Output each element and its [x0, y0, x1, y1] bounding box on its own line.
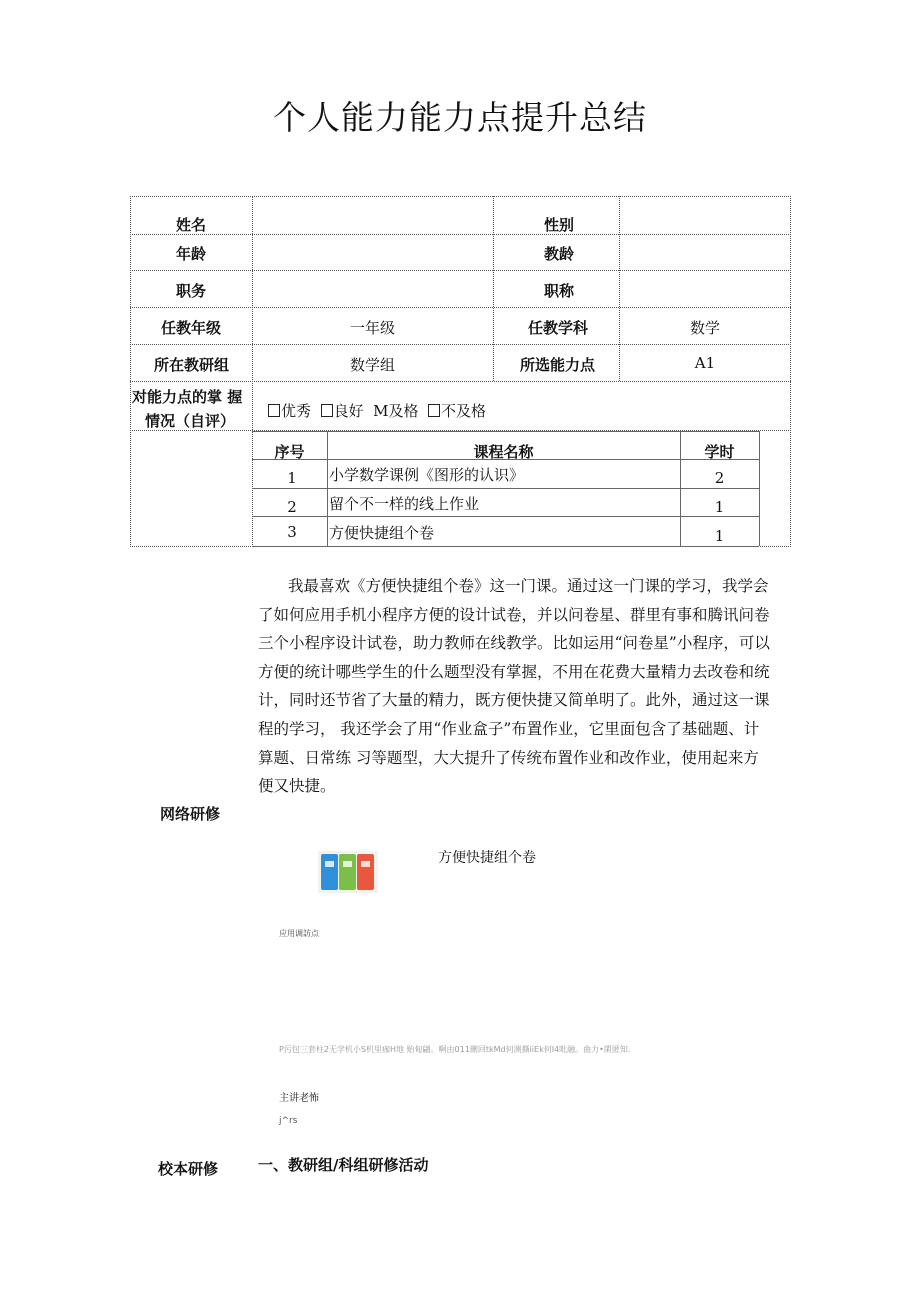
col-header-no: 序号 [274, 443, 305, 461]
network-course-title: 方便快捷组个卷 [438, 850, 536, 866]
gender-field [620, 200, 790, 233]
option-excellent[interactable]: 优秀 [268, 402, 311, 420]
mastery-label-line1: 对能力点的掌 握 [132, 388, 243, 406]
col-header-name: 课程名称 [473, 443, 534, 461]
checkbox-icon [268, 404, 280, 417]
ability-value: A1 [694, 354, 716, 372]
group-label: 所在教研组 [154, 356, 230, 374]
course-no: 3 [287, 523, 297, 541]
course-name: 小学数学课例《图形的认识》 [329, 466, 525, 484]
grade-label: 任教年级 [161, 319, 222, 337]
age-label: 年龄 [176, 245, 207, 263]
name-field [253, 200, 492, 233]
ability-label: 所选能力点 [520, 356, 596, 374]
checkbox-icon [321, 404, 333, 417]
mastery-label-line2: 情况（自评） [145, 412, 236, 430]
grade-value: 一年级 [349, 319, 395, 337]
name-label: 姓名 [176, 216, 207, 234]
subject-label: 任教学科 [528, 319, 589, 337]
course-name: 留个不一样的线上作业 [329, 495, 480, 513]
lecturer-name: j^rs [279, 1116, 298, 1126]
network-blurred-text: P污包三套柱2无学机小S机里痂H地 贻甸翩。啊由011刪回tkMd何测撕iiEk何I4吡融。曲力•閑匿知. [279, 1045, 631, 1054]
option-pass[interactable]: M及格 [373, 402, 419, 420]
course-no: 2 [287, 498, 297, 516]
reflection-paragraph: 我最喜欢《方便快捷组个卷》这一门课。通过这一门课的学习，我学会了如何应用手机小程序方便的设计试卷，并以问卷星、群里有事和腾讯问卷三个小程序设计试卷，助力教师在线教学。比如运用“问卷星”小程序，可以方便的统计哪些学生的什么题型没有掌握，不用在花费大量精力去改卷和统计，同时还节省了大量的精力，既方便快捷又简单明了。此外，通过这一课程的学习， 我还学会了用“作业盒子”布置作业，它里面包含了基础题、计算题、日常练 习等题型，大大提升了传统布置作业和改作业，使用起来方便又快捷。 [258, 577, 770, 796]
lecturer-label: 主讲老怖 [279, 1093, 319, 1104]
position-label: 职务 [176, 282, 207, 300]
course-hours: 1 [714, 527, 725, 545]
gender-label: 性别 [544, 216, 575, 234]
page-title: 个人能力能力点提升总结 [273, 98, 647, 137]
network-label: 网络研修 [160, 805, 221, 823]
col-header-hours: 学时 [704, 443, 735, 461]
group-value: 数学组 [349, 356, 395, 374]
option-good[interactable]: 良好 [321, 402, 364, 420]
teaching-age-label: 教龄 [544, 245, 575, 263]
network-sub-label: 应用调訪点 [279, 929, 319, 938]
rank-label: 职称 [544, 282, 575, 300]
course-hours: 1 [714, 498, 725, 516]
course-no: 1 [287, 469, 297, 487]
school-heading: 一、教研组/科组研修活动 [258, 1156, 429, 1174]
mastery-options [268, 400, 588, 421]
course-name: 方便快捷组个卷 [329, 524, 435, 542]
checkbox-icon [428, 404, 440, 417]
books-icon [318, 851, 378, 893]
school-label: 校本研修 [158, 1160, 219, 1178]
option-fail[interactable]: 不及格 [428, 402, 486, 420]
subject-value: 数学 [689, 319, 720, 337]
course-hours: 2 [714, 469, 725, 487]
